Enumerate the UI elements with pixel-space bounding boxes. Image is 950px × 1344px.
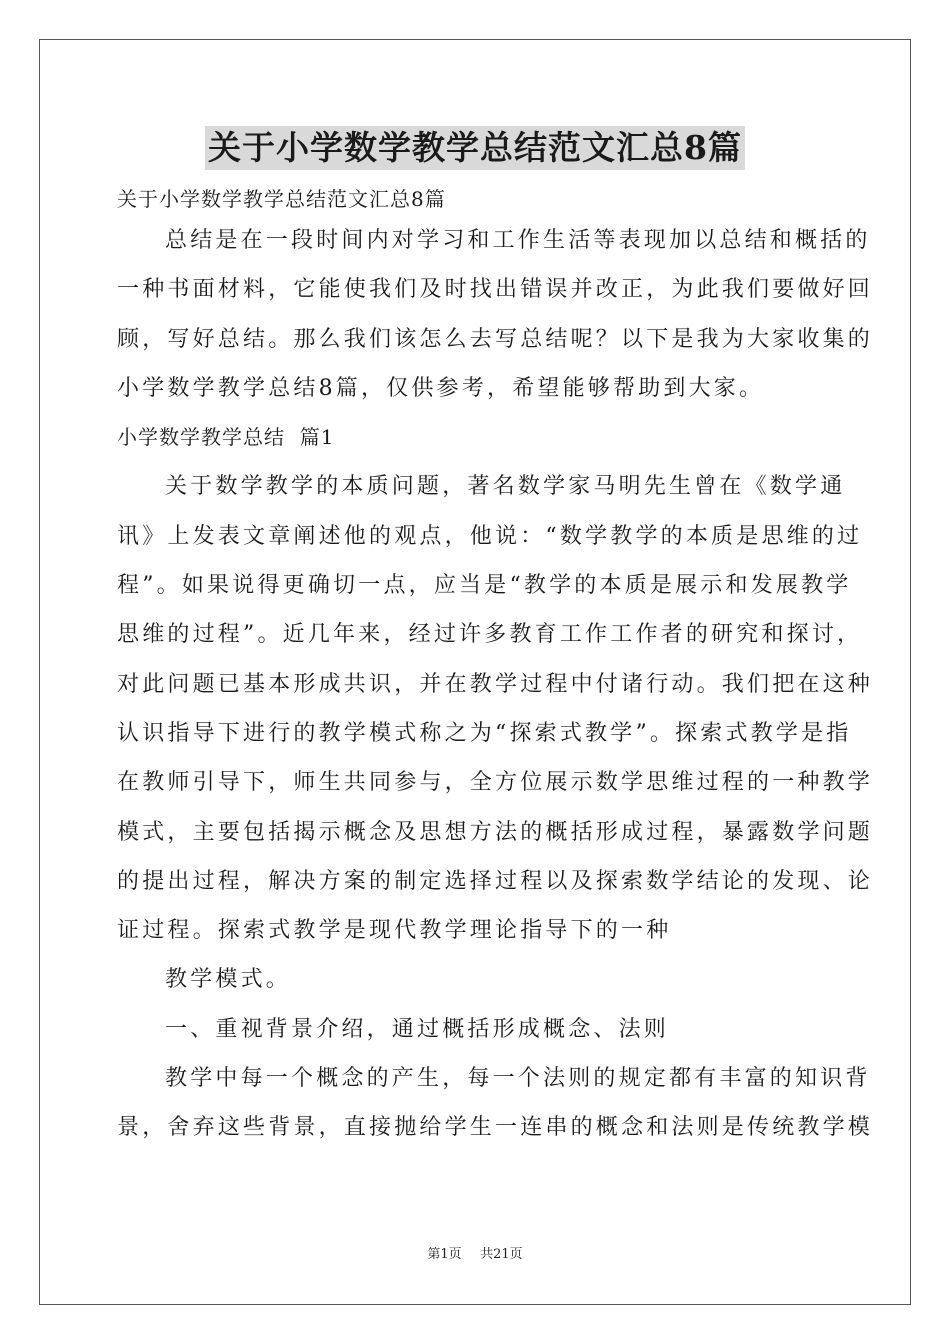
document-subtitle: 关于小学数学教学总结范文汇总8篇: [117, 187, 446, 211]
point-one-heading: 一、重视背景介绍，通过概括形成概念、法则: [165, 1016, 670, 1042]
section-line: 模式，主要包括揭示概念及思想方法的概括形成过程，暴露数学问题: [117, 819, 874, 845]
point-one-line: 教学中每一个概念的产生，每一个法则的规定都有丰富的知识背: [165, 1066, 871, 1092]
title-container: [0, 126, 950, 170]
page-footer: [0, 1243, 950, 1262]
intro-line: 顾，写好总结。那么我们该怎么去写总结呢？以下是我为大家收集的: [117, 326, 874, 352]
page-total: 共21页: [480, 1247, 523, 1262]
section-line: 对此问题已基本形成共识，并在教学过程中付诸行动。我们把在这种: [117, 671, 874, 697]
point-one-line: 景，舍弃这些背景，直接抛给学生一连串的概念和法则是传统教学模: [117, 1115, 874, 1141]
section-line: 认识指导下进行的教学模式称之为“探索式教学”。探索式教学是指: [117, 720, 852, 746]
page-number: 第1页: [427, 1247, 462, 1262]
section-line: 在教师引导下，师生共同参与，全方位展示数学思维过程的一种教学: [117, 770, 874, 796]
section-heading: 小学数学教学总结 篇1: [117, 425, 335, 450]
section-line: 的提出过程，解决方案的制定选择过程以及探索数学结论的发现、论: [117, 868, 874, 894]
section-line: 讯》上发表文章阐述他的观点，他说：“数学教学的本质是思维的过: [117, 523, 863, 549]
intro-line: 小学数学教学总结8篇，仅供参考，希望能够帮助到大家。: [117, 375, 765, 401]
section-line: 程”。如果说得更确切一点，应当是“教学的本质是展示和发展教学: [117, 573, 852, 599]
section-line: 证过程。探索式教学是现代教学理论指导下的一种: [117, 918, 672, 944]
document-body: [117, 184, 874, 1153]
section-line: 关于数学教学的本质问题，著名数学家马明先生曾在《数学通: [165, 474, 846, 500]
intro-line: 一种书面材料，它能使我们及时找出错误并改正，为此我们要做好回: [117, 277, 874, 303]
section-line: 思维的过程”。近几年来，经过许多教育工作工作者的研究和探讨，: [117, 622, 863, 648]
continuation-line: 教学模式。: [165, 967, 292, 993]
intro-line: 总结是在一段时间内对学习和工作生活等表现加以总结和概括的: [165, 228, 871, 253]
document-title: 关于小学数学教学总结范文汇总8篇: [205, 126, 745, 170]
